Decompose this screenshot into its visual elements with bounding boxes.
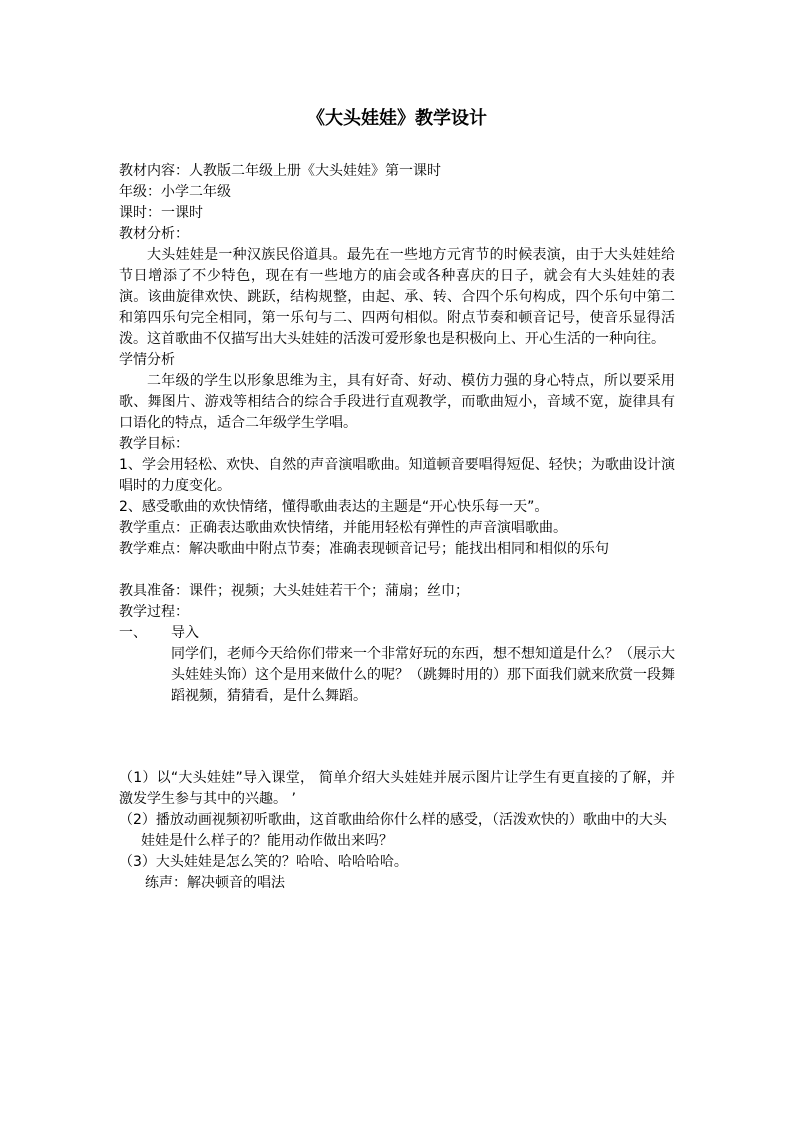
period-line: 课时：一课时 xyxy=(119,205,203,221)
analysis-paragraph: 大头娃娃是一种汉族民俗道具。最先在一些地方元宵节的时候表演，由于大头娃娃给节日增添了不少特色，现在有一些地方的庙会或各种喜庆的日子，就会有大头娃娃的表演。该曲旋律欢快、跳跃，结构规整，由起、承、转、合四个乐句构成，四个乐句中第二和第四乐句完全相同，第一乐句与二、四两句相似。附点节奏和顿音记号，使音乐显得活泼。这首歌曲不仅描写出大头娃娃的活泼可爱形象也是积极向上、开心生活的一种向往。 xyxy=(119,247,675,347)
section-1-paragraph: 同学们，老师今天给你们带来一个非常好玩的东西，想不想知道是什么？（展示大头娃娃头饰）这个是用来做什么的呢？（跳舞时用的）那下面我们就来欣赏一段舞蹈视频，猜猜看，是什么舞蹈。 xyxy=(171,646,675,704)
process-heading: 教学过程： xyxy=(119,604,189,620)
grade-line: 年级：小学二年级 xyxy=(119,184,231,200)
blank-gap xyxy=(119,707,675,747)
step-1: （1）以“大头娃娃”导入课堂， 简单介绍大头娃娃并展示图片让学生有更直接的了解，并激发学生参与其中的兴趣。 ’ xyxy=(119,770,675,807)
goal-item-2: 2、感受歌曲的欢快情绪，懂得歌曲表达的主题是“开心快乐每一天”。 xyxy=(119,499,549,515)
material-line: 教材内容：人教版二年级上册《大头娃娃》第一课时 xyxy=(119,163,441,179)
section-1-heading xyxy=(119,623,675,644)
goal-item-1: 1、学会用轻松、欢快、自然的声音演唱歌曲。知道顿音要唱得短促、轻快；为歌曲设计演唱时的力度变化。 xyxy=(119,457,675,494)
tools-line: 教具准备：课件；视频；大头娃娃若干个；蒲扇；丝巾； xyxy=(119,583,469,599)
goals-heading: 教学目标： xyxy=(119,436,189,452)
students-paragraph: 二年级的学生以形象思维为主，具有好奇、好动、模仿力强的身心特点，所以要采用歌、舞图片、游戏等相结合的综合手段进行直观教学，而歌曲短小，音域不宽，旋律具有口语化的特点，适合二年级学生学唱。 xyxy=(119,373,675,431)
step-2: （2）播放动画视频初听歌曲，这首歌曲给你什么样的感受，（活泼欢快的）歌曲中的大头娃娃是什么样子的？能用动作做出来吗？ xyxy=(119,812,667,849)
difficulty-line: 教学难点：解决歌曲中附点节奏；准确表现顿音记号；能找出相同和相似的乐句 xyxy=(119,541,609,557)
section-1-title: 导入 xyxy=(171,625,199,641)
document-body xyxy=(119,161,675,894)
document-title: 《大头娃娃》教学设计 xyxy=(307,108,487,129)
step-3: （3）大头娃娃是怎么笑的？哈哈、哈哈哈哈。 xyxy=(119,854,408,870)
blank-line-2 xyxy=(119,747,675,768)
section-1-number: 一、 xyxy=(119,625,147,641)
students-heading: 学情分析 xyxy=(119,352,175,368)
blank-line xyxy=(119,560,675,581)
analysis-heading: 教材分析： xyxy=(119,226,189,242)
key-point-line: 教学重点：正确表达歌曲欢快情绪，并能用轻松有弹性的声音演唱歌曲。 xyxy=(119,520,567,536)
step-3-sub: 练声：解决顿音的唱法 xyxy=(145,875,285,891)
